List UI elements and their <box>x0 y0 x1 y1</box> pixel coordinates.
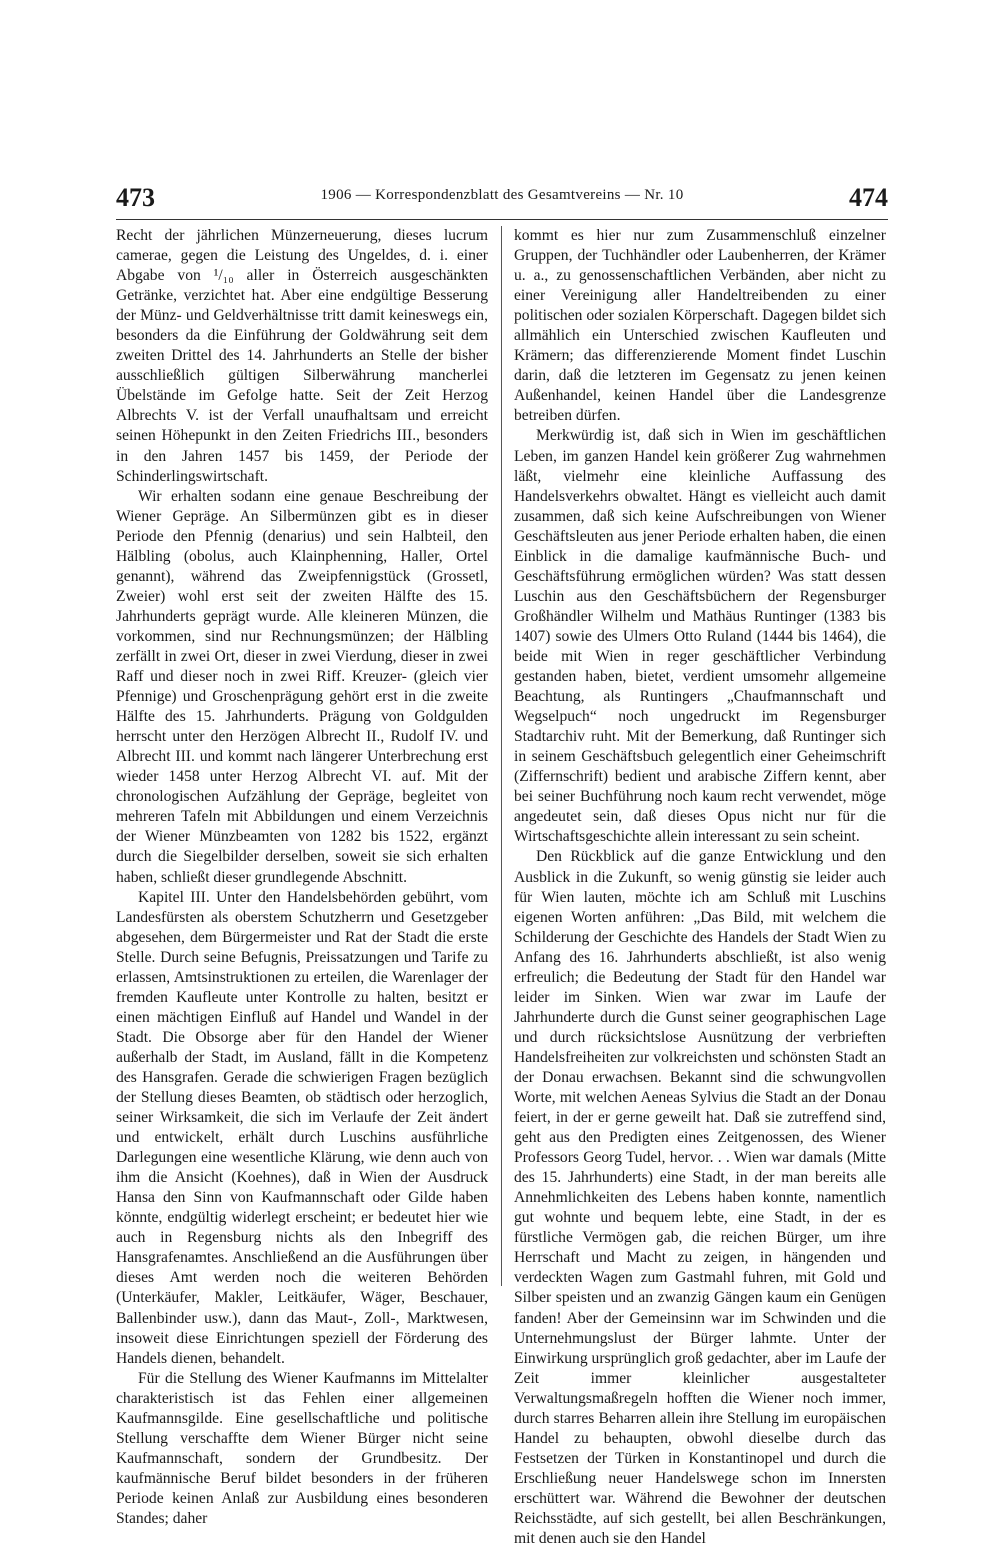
page-number-left: 473 <box>116 183 155 212</box>
column-divider <box>501 226 502 1286</box>
left-column <box>116 226 488 1527</box>
page-header <box>116 183 888 215</box>
right-column <box>514 226 886 1548</box>
paragraph: Kapitel III. Unter den Handelsbehörden gebührt, vom Landesfürsten als oberstem Schutzherrn und Gesetzgeber abgesehen, dem Bürgermeister und Rat der Stadt die erste Stelle. Durch seine Befugnis, Preissatzungen und Tarife zu erlassen, Amtsinstruktionen zu erteilen, die Warenlager der fremden Kaufleute unter Kontrolle zu halten, besitzt er einen mächtigen Einfluß auf Handel und Wandel in der Stadt. Die Obsorge aber für den Handel der Wiener außerhalb der Stadt, im Ausland, fällt in die Kompetenz des Hansgrafen. Gerade die schwierigen Fragen bezüglich der Stellung dieses Beamten, ob städtisch oder herzoglich, seiner Wirksamkeit, die sich im Verlaufe der Zeit ändert und entwickelt, erhält durch Luschins ausführliche Darlegungen eine wesentliche Klärung, wie denn auch von ihm die Ansicht (Koehnes), daß in Wien der Ausdruck Hansa den Sinn von Kaufmannschaft oder Gilde haben könnte, endgültig widerlegt erscheint; er bedeutet hier wie auch in Regensburg nichts als den Inbegriff des Hansgrafenamtes. Anschließend an die Ausführungen über dieses Amt werden noch die weiteren Behörden (Unterkäufer, Makler, Leitkäufer, Wäger, Beschauer, Ballenbinder usw.), dann das Maut-, Zoll-, Marktwesen, insoweit diese Einrichtungen speziell der Förderung des Handels dienen, behandelt. <box>116 888 488 1367</box>
running-head: 1906 — Korrespondenzblatt des Gesamtvereins — Nr. 10 <box>320 187 684 203</box>
paragraph: Merkwürdig ist, daß sich in Wien im geschäftlichen Leben, im ganzen Handel kein größerer Zug wahrnehmen läßt, vielmehr eine kleinliche Auffassung des Handelsverkehrs obwaltet. Hängt es vielleicht auch damit zusammen, daß sich keine Aufschreibungen von Wiener Geschäftsleuten aus jener Periode erhalten haben, die einen Einblick in die damalige kaufmännische Buch- und Geschäftsführung ermöglichen würden? Was statt dessen Luschin aus den Geschäftsbüchern der Regensburger Großhändler Wilhelm und Mathäus Runtinger (1383 bis 1407) sowie des Ulmers Otto Ruland (1444 bis 1464), die beide mit Wien in reger geschäftlicher Verbindung gestanden haben, bietet, verdient umsomehr allgemeine Beachtung, als Runtingers „Chaufmannschaft und Wegselpuch“ noch ungedruckt im Regensburger Stadtarchiv ruht. Mit der Bemerkung, daß Runtinger sich in seinem Geschäftsbuch gelegentlich einer Geheimschrift (Ziffernschrift) bedient und arabische Ziffern kennt, aber bei seiner Buchführung noch kaum recht verwendet, möge angedeutet sein, daß dieses Opus nicht nur für die Wirtschaftsgeschichte allein interessant zu sein scheint. <box>514 427 886 846</box>
header-rule <box>116 219 888 220</box>
paragraph: kommt es hier nur zum Zusammenschluß einzelner Gruppen, der Tuchhändler oder Laubenherren, der Krämer u. a., zu genossenschaftlichen Verbänden, aber nicht zu einer Vereinigung aller Handeltreibenden zu einer politischen oder sozialen Körperschaft. Dagegen bildet sich allmählich ein Unterschied zwischen Kaufleuten und Krämern; das differenzierende Moment findet Luschin darin, daß die letzteren im Gegensatz zu jenen keinen Außenhandel, keinen Handel über die Landesgrenze betreiben dürfen. <box>514 227 886 425</box>
paragraph: Recht der jährlichen Münzerneuerung, dieses lucrum camerae, gegen die Leistung des Ungeldes, d. i. einer Abgabe von ¹/₁₀ aller in Österreich ausgeschänkten Getränke, verzichtet hat. Aber eine endgültige Besserung der Münz- und Geldverhältnisse tritt damit keineswegs ein, besonders da die Einführung der Goldwährung seit dem zweiten Drittel des 14. Jahrhunderts an Stelle der bisher ausschließlich gültigen Silberwährung mancherlei Übelstände im Gefolge hatte. Seit der Zeit Herzog Albrechts V. ist der Verfall unaufhaltsam und erreicht seinen Höhepunkt in den Zeiten Friedrichs III., besonders in den Jahren 1457 bis 1459, der Periode der Schinderlingswirtschaft. <box>116 227 488 485</box>
paragraph: Für die Stellung des Wiener Kaufmanns im Mittelalter charakteristisch ist das Fehlen einer allgemeinen Kaufmannsgilde. Eine gesellschaftliche und politische Stellung verschaffte dem Wiener Bürger nicht seine Kaufmannschaft, sondern der Grundbesitz. Der kaufmännische Beruf bildet besonders in der früheren Periode keinen Anlaß zur Ausbildung eines besonderen Standes; daher <box>116 1369 488 1527</box>
paragraph: Wir erhalten sodann eine genaue Beschreibung der Wiener Gepräge. An Silbermünzen gibt es in dieser Periode den Pfennig (denarius) und sein Halbteil, den Hälbling (obolus, auch Klainphenning, Haller, Ortel genannt), während das Zweipfennigstück (Grossetl, Zweier) wohl erst seit der zweiten Hälfte des 15. Jahrhunderts geprägt wurde. Alle kleineren Münzen, die vorkommen, sind nur Rechnungsmünzen; der Hälbling zerfällt in zwei Ort, dieser in zwei Vierdung, dieser in zwei Raff und dieser noch in zwei Riff. Kreuzer- (gleich vier Pfennige) und Groschenprägung gehört erst in die zweite Hälfte des 15. Jahrhunderts. Prägung von Goldgulden herrscht unter den Herzögen Albrecht II., Rudolf IV. und Albrecht III. und kommt nach längerer Unterbrechung erst wieder 1458 unter Herzog Albrecht VI. auf. Mit der chronologischen Aufzählung der Gepräge, begleitet von mehreren Tafeln mit Abbildungen und einem Verzeichnis der Wiener Münzbeamten von 1282 bis 1522, ergänzt durch die Siegelbilder derselben, soweit sie sich erhalten haben, schließt dieser grundlegende Abschnitt. <box>116 487 488 886</box>
page-number-right: 474 <box>849 183 888 212</box>
paragraph: Den Rückblick auf die ganze Entwicklung und den Ausblick in die Zukunft, so wenig günstig sie leider auch für Wien lauten, möchte ich am Schluß mit Luschins eigenen Worten anführen: „Das Bild, mit welchem die Schilderung der Geschichte des Handels der Stadt Wien zu Anfang des 16. Jahrhunderts abschließt, ist also wenig erfreulich; die Bedeutung der Stadt für den Handel war leider im Sinken. Wien war zwar im Laufe der Jahrhunderte durch die Gunst seiner geographischen Lage und durch rücksichtslose Ausnützung der verbrieften Handelsfreiheiten zur volkreichsten und schönsten Stadt an der Donau erwachsen. Bekannt sind die schwungvollen Worte, mit welchen Aeneas Sylvius die Stadt an der Donau feiert, in der er gerne geweilt hat. Daß sie zutreffend sind, geht aus den Predigten eines Zeitgenossen, des Wiener Professors Georg Tudel, hervor. . . Wien war damals (Mitte des 15. Jahrhunderts) eine Stadt, in der man bereits alle Annehmlichkeiten des Lebens haben konnte, namentlich gut wohnte und bequem lebte, eine Stadt, in der es fürstliche Vermögen gab, die reichen Bürger, um ihre Herrschaft und Macht zu zeigen, in hängenden und verdeckten Wagen zum Gastmahl fuhren, mit Gold und Silber speisten und an zwanzig Gängen kaum ein Genügen fanden! Aber der Gemeinsinn war im Schwinden und die Unternehmungslust der Bürger lahmte. Unter der Einwirkung ursprünglich groß gedachter, aber im Laufe der Zeit immer kleinlicher ausgestalteter Verwaltungsmaßregeln hofften die Wiener noch immer, durch starres Beharren allein ihre Stellung im europäischen Handel zu behaupten, obwohl dieselbe durch das Festsetzen der Türken in Konstantinopel und durch die Erschließung neuer Handelswege schon im Innersten erschüttert war. Während die Bewohner der deutschen Reichsstädte, auf sich gestellt, bei allen Beschränkungen, mit denen auch sie den Handel <box>514 848 886 1548</box>
